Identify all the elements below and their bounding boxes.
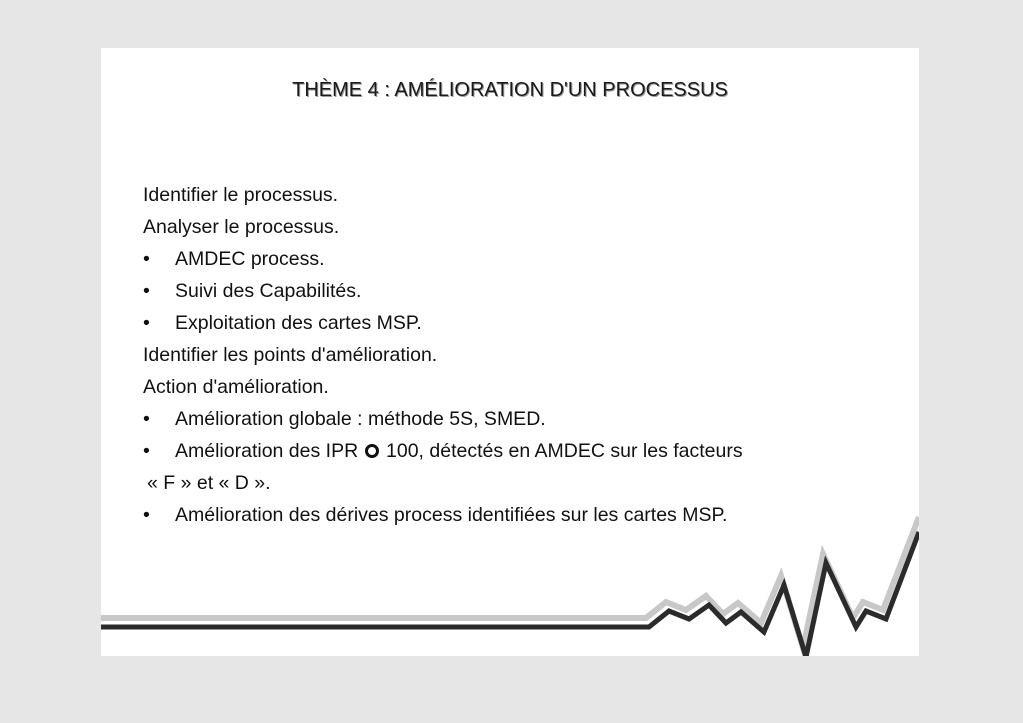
line-text: Amélioration globale : méthode 5S, SMED. <box>175 408 546 430</box>
bullet-icon: • <box>143 280 150 302</box>
zigzag-main-line <box>101 532 919 656</box>
line-text-before-symbol: Amélioration des IPR <box>175 440 359 462</box>
slide <box>101 48 919 656</box>
line-text: Identifier les points d'amélioration. <box>143 344 438 366</box>
bullet-icon: • <box>143 312 150 334</box>
bullet-icon: • <box>143 408 150 430</box>
bullet-icon: • <box>143 504 150 526</box>
bullet-icon: • <box>143 248 150 270</box>
line-text: Exploitation des cartes MSP. <box>175 312 422 334</box>
line-text: AMDEC process. <box>175 248 325 270</box>
line-text: Action d'amélioration. <box>143 376 329 398</box>
zigzag-line-icon <box>101 48 919 656</box>
line-text: Analyser le processus. <box>143 216 340 238</box>
line-text: Amélioration des dérives process identifiées sur les cartes MSP. <box>175 504 728 526</box>
line-text: « F » et « D ». <box>147 472 271 494</box>
line-text: Identifier le processus. <box>143 184 339 206</box>
slide-title: THÈME 4 : AMÉLIORATION D'UN PROCESSUS <box>292 79 728 101</box>
line-text-after-symbol: 100, détectés en AMDEC sur les facteurs <box>386 440 743 462</box>
bullet-icon: • <box>143 440 150 462</box>
line-text: Suivi des Capabilités. <box>175 280 362 302</box>
